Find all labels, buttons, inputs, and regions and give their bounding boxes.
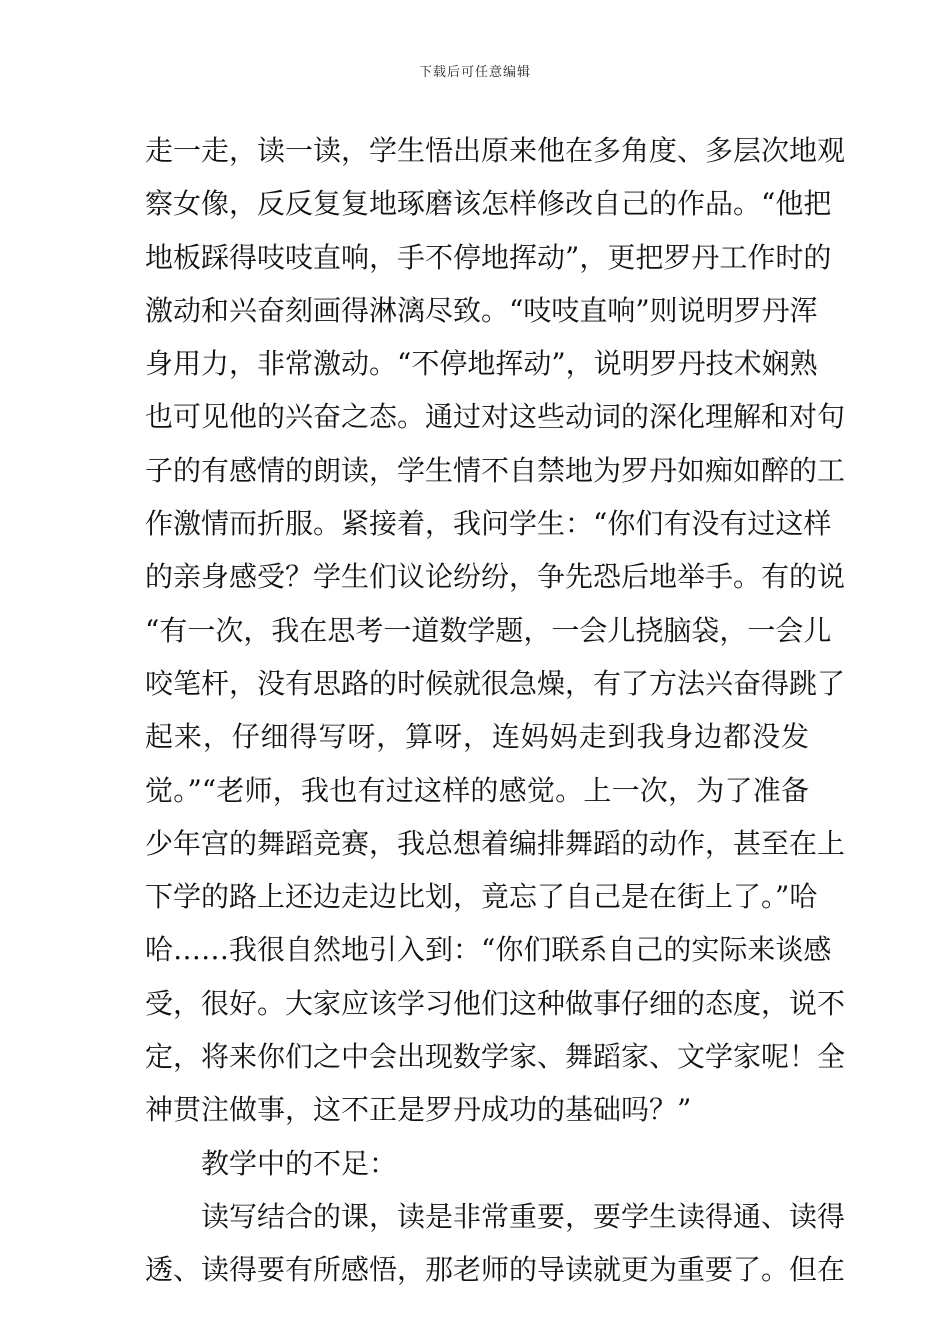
text-line: 察女像，反反复复地琢磨该怎样修改自己的作品。“他把 xyxy=(145,187,832,221)
text-line: 透、读得要有所感悟，那老师的导读就更为重要了。但在 xyxy=(145,1253,846,1287)
text-line: 觉。”“老师，我也有过这样的感觉。上一次，为了准备 xyxy=(145,773,809,807)
text-line: 哈……我很自然地引入到：“你们联系自己的实际来谈感 xyxy=(145,933,832,967)
text-line: 下学的路上还边走边比划，竟忘了自己是在街上了。”哈 xyxy=(145,880,818,914)
text-line: 走一走，读一读，学生悟出原来他在多角度、多层次地观 xyxy=(145,134,846,167)
text-line: 身用力，非常激动。“不停地挥动”，说明罗丹技术娴熟 xyxy=(145,347,818,381)
text-line: 读写结合的课，读是非常重要，要学生读得通、读得 xyxy=(201,1199,846,1233)
text-line: 受，很好。大家应该学习他们这种做事仔细的态度，说不 xyxy=(145,986,846,1020)
body-text xyxy=(145,124,846,1297)
text-line: 地板踩得吱吱直响，手不停地挥动”，更把罗丹工作时的 xyxy=(145,240,832,274)
text-line: “有一次，我在思考一道数学题，一会儿挠脑袋，一会儿 xyxy=(145,613,832,647)
text-line: 少年宫的舞蹈竞赛，我总想着编排舞蹈的动作，甚至在上 xyxy=(145,826,846,860)
text-line: 子的有感情的朗读，学生情不自禁地为罗丹如痴如醉的工 xyxy=(145,453,846,487)
text-line: 咬笔杆，没有思路的时候就很急燥，有了方法兴奋得跳了 xyxy=(145,666,846,700)
text-line: 的亲身感受？学生们议论纷纷，争先恐后地举手。有的说 xyxy=(145,560,846,594)
text-line: 也可见他的兴奋之态。通过对这些动词的深化理解和对句 xyxy=(145,400,846,434)
text-line: 激动和兴奋刻画得淋漓尽致。“吱吱直响”则说明罗丹浑 xyxy=(145,293,818,327)
section-heading: 教学中的不足： xyxy=(201,1146,398,1180)
text-line: 起来，仔细得写呀，算呀，连妈妈走到我身边都没发 xyxy=(145,720,809,754)
text-line: 定，将来你们之中会出现数学家、舞蹈家、文学家呢！全 xyxy=(145,1040,846,1074)
page-header: 下载后可任意编辑 xyxy=(418,65,531,80)
text-line: 神贯注做事，这不正是罗丹成功的基础吗？” xyxy=(145,1093,692,1127)
text-line: 作激情而折服。紧接着，我问学生：“你们有没有过这样 xyxy=(145,507,832,541)
